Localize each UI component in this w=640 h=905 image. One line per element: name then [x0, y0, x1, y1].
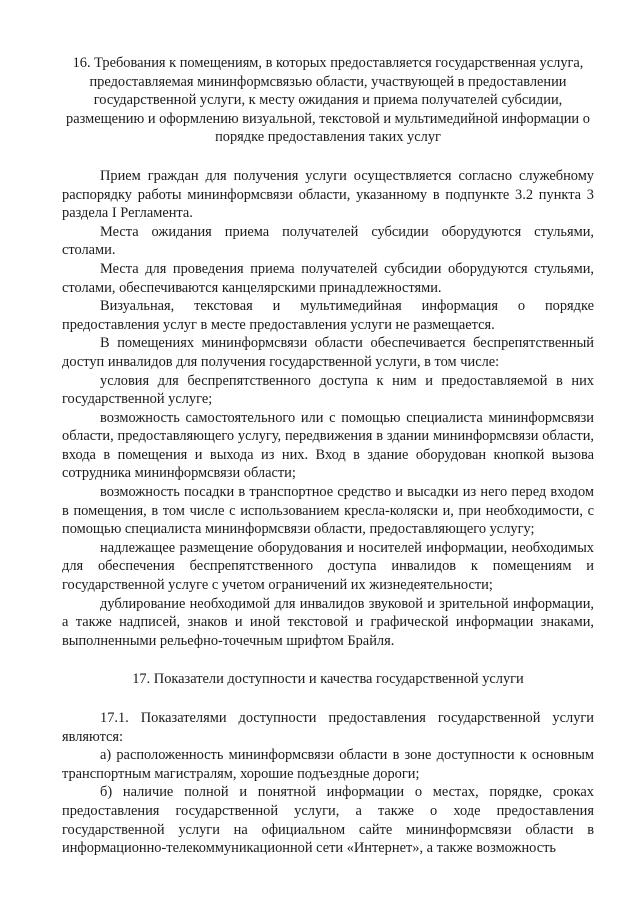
- list-item: условия для беспрепятственного доступа к ним и предоставляемой в них государственной услуге;: [62, 372, 594, 408]
- paragraph: Места для проведения приема получателей субсидии оборудуются стульями, столами, обеспечиваются канцелярскими принадлежностями.: [62, 260, 594, 296]
- paragraph: Прием граждан для получения услуги осуществляется согласно служебному распорядку работы мининформсвязи области, указанному в подпункте 3.2 пункта 3 раздела I Регламента.: [62, 167, 594, 222]
- section-17-heading: 17. Показатели доступности и качества государственной услуги: [132, 671, 524, 688]
- paragraph: Места ожидания приема получателей субсидии оборудуются стульями, столами.: [62, 223, 594, 259]
- paragraph: Визуальная, текстовая и мультимедийная информация о порядке предоставления услуг в месте предоставления услуги не размещается.: [62, 298, 594, 333]
- list-item: б) наличие полной и понятной информации о местах, порядке, сроках предоставления государственной услуги, а также о ходе предоставления государственной услуги на официальном сайте мининформсвязи области в информационно-телекоммуникационной сети «Интернет», а также возможность: [62, 784, 594, 857]
- list-item: дублирование необходимой для инвалидов звуковой и зрительной информации, а также надписей, знаков и иной текстовой и графической информации знаками, выполненными рельефно-точечным шрифтом Брайля.: [62, 595, 594, 649]
- list-item: возможность самостоятельного или с помощью специалиста мининформсвязи области, предоставляющего услугу, передвижения в здании мининформсвязи области, входа в помещения и выхода из них. Вход в здание оборудован кнопкой вызова сотрудника мининформсвязи области;: [62, 409, 594, 482]
- paragraph: В помещениях мининформсвязи области обеспечивается беспрепятственный доступ инвалидов для получения государственной услуги, в том числе:: [62, 335, 594, 370]
- section-16-heading: 16. Требования к помещениям, в которых предоставляется государственная услуга, предоставляемая мининформсвязью области, участвующей в предоставлении государственной услуги, к месту ожидания и приема получателей субсидии, размещению и оформлению визуальной, текстовой и мультимедийной информации о порядке предоставления таких услуг: [66, 55, 590, 146]
- list-item: возможность посадки в транспортное средство и высадки из него перед входом в помещения, в том числе с использованием кресла-коляски и, при необходимости, с помощью специалиста мининформсвязи области, предоставляющего услугу;: [62, 484, 594, 538]
- list-item: надлежащее размещение оборудования и носителей информации, необходимых для обеспечения беспрепятственного доступа инвалидов к помещениям и государственной услуге с учетом ограничений их жизнедеятельности;: [62, 539, 594, 594]
- list-item: а) расположенность мининформсвязи области в зоне доступности к основным транспортным магистралям, хорошие подъездные дороги;: [62, 747, 594, 782]
- paragraph: 17.1. Показателями доступности предоставления государственной услуги являются:: [62, 710, 594, 745]
- section-16-body: [62, 167, 594, 650]
- section-17-body: [62, 709, 594, 858]
- document-page: [62, 54, 594, 858]
